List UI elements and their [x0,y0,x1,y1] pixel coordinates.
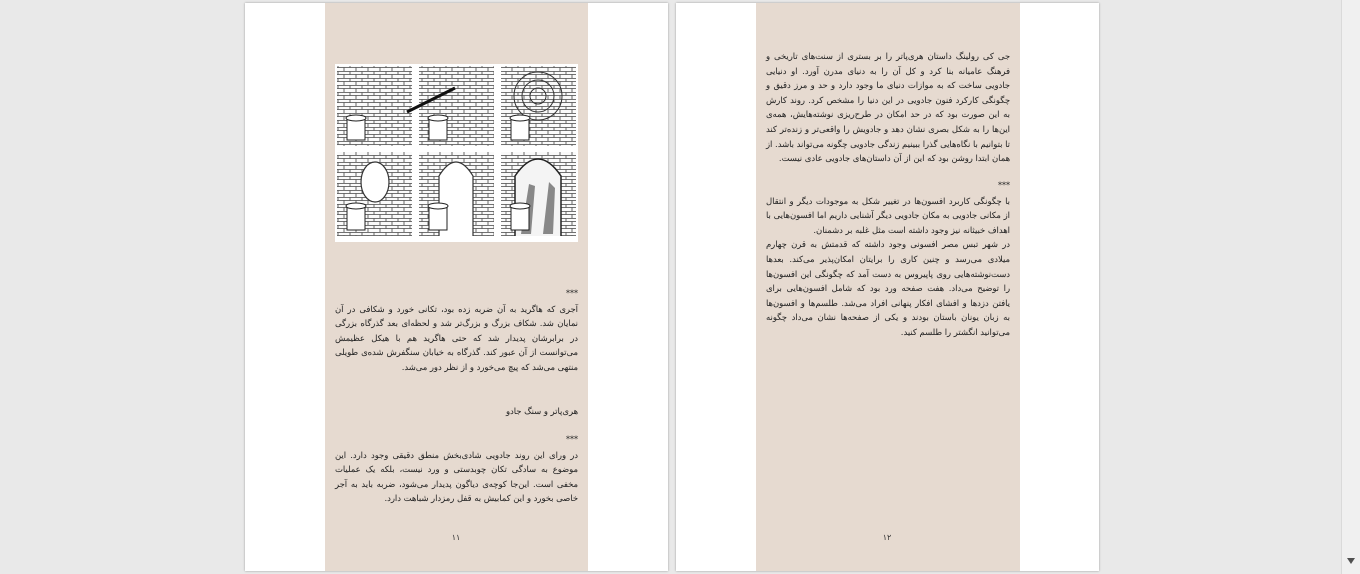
paragraph: در ورای این روند جادویی شادی‌بخش منطق دقیقی وجود دارد. این موضوع به سادگی تکان چوبدستی و ورد نیست، بلکه یک عملیات مخفی است. این‌جا کوچه‌ی دیاگون پدیدار می‌شود، ضربه باید به آجر خاصی بخورد و این کمابیش به قفل رمزدار شباهت دارد. [335,449,578,504]
vertical-scrollbar[interactable] [1341,0,1360,574]
paragraph: در شهر تبس مصر افسونی وجود داشته که قدمتش به قرن چهارم میلادی می‌رسد و چنین کاری را برایتان امکان‌پذیر می‌کند. بعدها دست‌نوشته‌هایی روی پاپیروس به دست آمد که چگونگی این افسون‌ها را توضیح می‌داد. هفت صفحه ورد بود که شامل افسون‌هایی برای یافتن دزدها و افشای افکار پنهانی افراد می‌شد. طلسم‌ها و افسون‌ها به زبان یونان باستان بودند و یکی از صفحه‌ها نشان می‌داد چگونه می‌توانید انگشتر را طلسم کنید. [766,239,1010,337]
chevron-down-icon[interactable] [1347,558,1355,564]
section-separator: *** [998,181,1010,190]
paragraph: با چگونگی کاربرد افسون‌ها در تغییر شکل به موجودات دیگر و انتقال از مکانی جادویی به مکان جادویی دیگر آشنایی داریم اما افسون‌هایی با اهداف خبیثانه نیز وجود داشته است مثل غلبه بر دشمنان. [766,195,1010,235]
page-number: ۱۲ [882,533,892,542]
section-separator: *** [566,289,578,298]
page-11 [245,3,668,571]
brick-wall-sequence-image [335,64,578,242]
paragraph: آجری که هاگرید به آن ضربه زده بود، تکانی خورد و شکافی در آن نمایان شد. شکاف بزرگ و بزرگ‌تر شد و لحظه‌ای بعد گذرگاه بزرگی در برابرشان پدیدار شد که حتی هاگرید هم با هیکل عظیمش می‌توانست از آن عبور کند. گذرگاه به خیابان سنگفرش شده‌ی طویلی منتهی می‌شد که پیچ می‌خورد و از نظر دور می‌شد. [335,303,578,372]
diagon-alley-illustration [335,64,578,242]
section-separator: *** [566,435,578,444]
page-12 [676,3,1099,571]
page-11-body [335,287,578,375]
page-12-body-2 [766,179,1010,340]
quote-source-block [335,404,578,419]
paragraph: جی کی رولینگ داستان هری‌پاتر را بر بستری از سنت‌های تاریخی و فرهنگ عامیانه بنا کرد و کل آن را به دنیای مدرن آورد. او دنیایی جادویی ساخت که به موازات دنیای ما وجود دارد و حد و مرز دقیق و چگونگی کارکرد فنون جادویی در این دنیا را مشخص کرد. روند کارش به این صورت بود که در حد امکان در طرح‌ریزی نوشته‌هایش، همه‌ی این‌ها را به شکل بصری نشان دهد و جادویش را واقعی‌تر و زنده‌تر کند تا بتوانیم با نگاه‌هایی گذرا ببینیم زندگی جادویی چگونه می‌تواند باشد. از همان ابتدا روشن بود که این از آن داستان‌های جادویی عادی نیست. [766,51,1010,164]
page-number: ۱۱ [451,533,461,542]
page-12-body [766,49,1010,166]
page-11-body-2 [335,433,578,506]
quote-source: هری‌پاتر و سنگ جادو [505,406,578,416]
